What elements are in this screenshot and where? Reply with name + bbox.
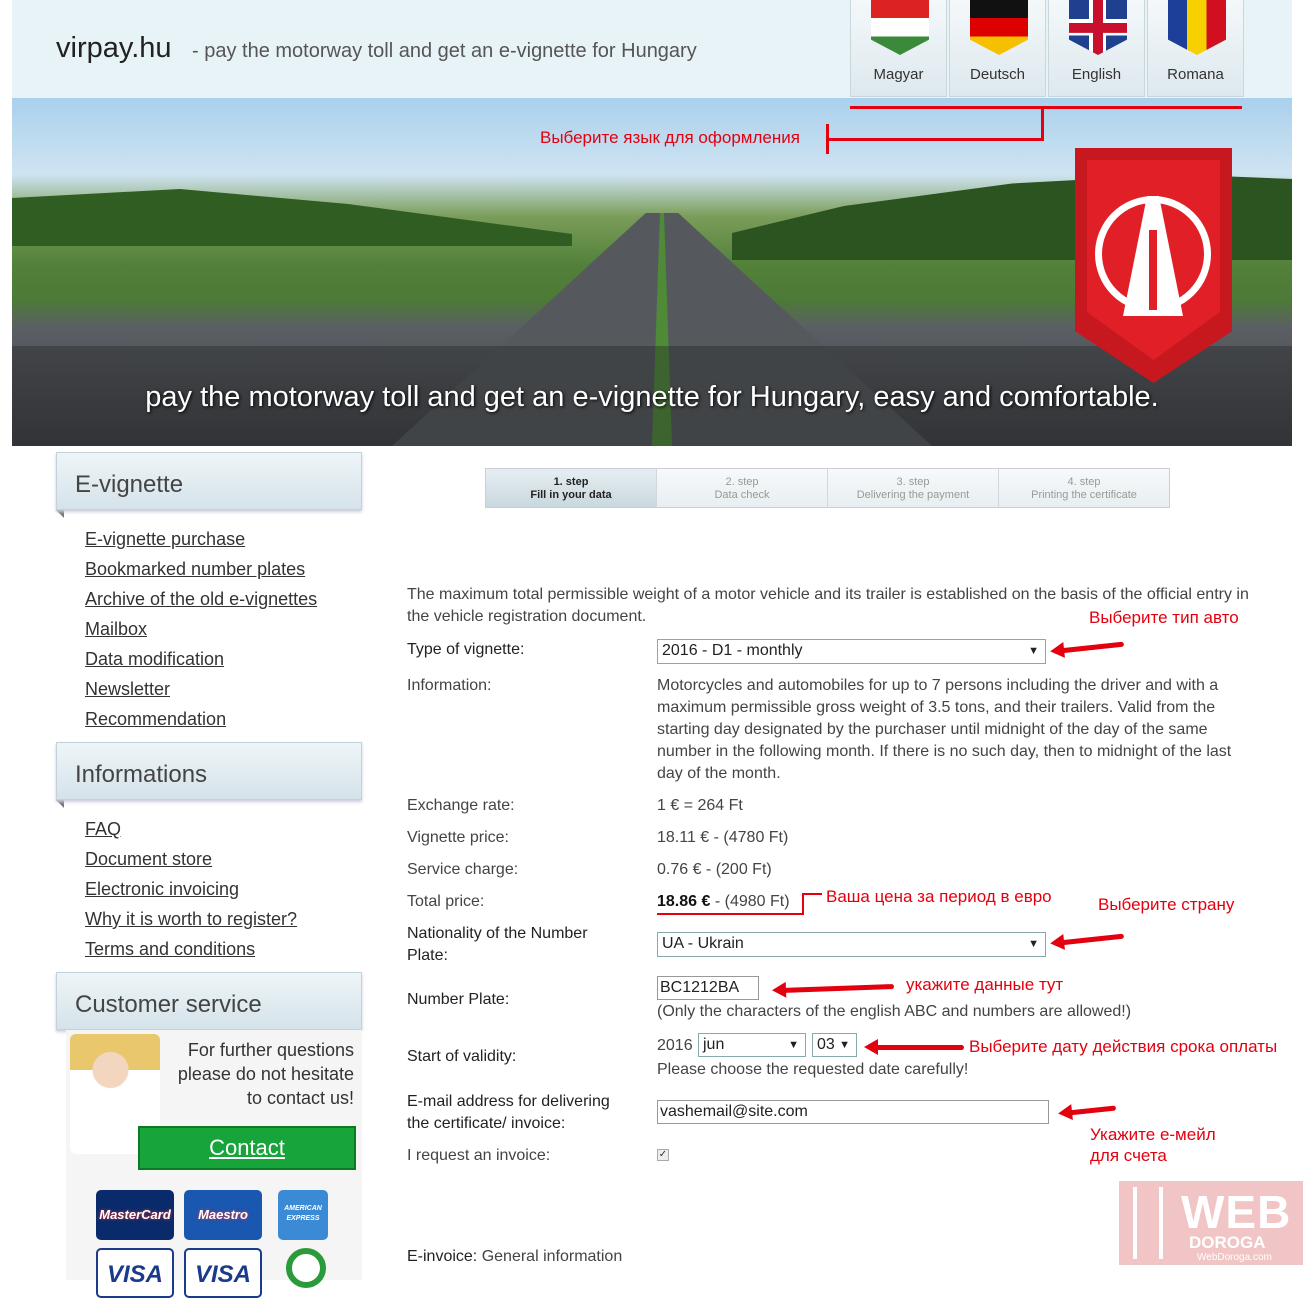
visa-electron-icon: VISA	[184, 1248, 262, 1298]
maestro-icon: Maestro	[184, 1190, 262, 1240]
sidebar-item-why-register[interactable]: Why it is worth to register?	[85, 909, 298, 929]
day-select[interactable]: 03 ▼	[812, 1033, 857, 1057]
total-label: Total price:	[407, 893, 485, 910]
plate-label: Number Plate:	[407, 991, 510, 1008]
lang-label: Magyar	[873, 66, 924, 83]
month-select[interactable]: jun ▼	[698, 1033, 806, 1057]
invoice-label: I request an invoice:	[407, 1147, 551, 1164]
red-arrow-icon	[874, 1045, 964, 1050]
site-subtitle: - pay the motorway toll and get an e-vignette for Hungary	[192, 40, 697, 62]
sidebar-item-newsletter[interactable]: Newsletter	[85, 679, 171, 699]
annotation-line	[826, 124, 829, 154]
nationality-label: Nationality of the Number Plate:	[407, 925, 588, 964]
sidebar-item-faq[interactable]: FAQ	[85, 819, 122, 839]
form-intro: The maximum total permissible weight of a motor vehicle and its trailer is established on the basis of the official entry in the vehicle registration document.	[407, 586, 1249, 625]
total-value: 18.86 € - (4980 Ft)	[657, 893, 790, 910]
banner-slogan: pay the motorway toll and get an e-vignette for Hungary, easy and comfortable.	[145, 381, 1159, 413]
vignette-type-select[interactable]: 2016 - D1 - monthly ▼	[657, 639, 1046, 664]
site-header	[12, 0, 1292, 98]
lang-label: Romana	[1167, 66, 1224, 83]
rate-value: 1 € = 264 Ft	[657, 797, 743, 814]
validity-year: 2016	[657, 1037, 693, 1054]
dropdown-arrow-icon: ▼	[839, 1039, 850, 1051]
annotation-line	[850, 106, 1242, 109]
annotation-language: Выберите язык для оформления	[540, 128, 800, 147]
annotation-line	[1041, 106, 1044, 140]
dropdown-arrow-icon: ▼	[1028, 645, 1039, 657]
annotation-date: Выберите дату действия срока оплаты	[969, 1037, 1278, 1056]
sidebar-item-document-store[interactable]: Document store	[85, 849, 213, 869]
hero-banner	[12, 98, 1292, 446]
info-label: Information:	[407, 677, 492, 694]
webdoroga-watermark	[1119, 1181, 1303, 1265]
site-title[interactable]: virpay.hu	[56, 32, 172, 64]
nationality-select[interactable]: UA - Ukrain ▼	[657, 932, 1046, 957]
step-4: 4. step Printing the certificate	[999, 469, 1169, 507]
einvoice-info: E-invoice: General information	[407, 1248, 623, 1265]
email-label: E-mail address for delivering the certificate/ invoice:	[407, 1093, 610, 1132]
service-charge-value: 0.76 € - (200 Ft)	[657, 861, 772, 878]
red-arrow-icon	[1060, 934, 1124, 946]
annotation-vehicle-type: Выберите тип авто	[1089, 608, 1239, 627]
annotation-line	[828, 138, 1044, 141]
validity-label: Start of validity:	[407, 1048, 517, 1065]
lang-label: Deutsch	[969, 66, 1026, 83]
sidebar-item-data-modification[interactable]: Data modification	[85, 649, 225, 669]
vignette-price-value: 18.11 € - (4780 Ft)	[657, 829, 789, 846]
info-text: Motorcycles and automobiles for up to 7 persons including the driver and with a maximum permissible gross weight of 3.5 tons, and their trailers. Valid from the starting day designated by the purchaser until midnight of the day of the same number in the following month. If there is no such day, then to midnight of the last day of the month.	[657, 677, 1232, 782]
sidebar	[56, 452, 362, 1288]
uk-flag-icon	[1069, 0, 1127, 55]
romania-flag-icon	[1168, 0, 1226, 55]
amex-icon: AMERICAN EXPRESS	[278, 1190, 328, 1240]
annotation-country: Выберите страну	[1098, 895, 1235, 914]
road-logo-icon	[1133, 1187, 1163, 1259]
annotation-plate: укажите данные тут	[906, 975, 1064, 994]
lang-english-button[interactable]	[1048, 0, 1145, 97]
dropdown-arrow-icon: ▼	[1028, 938, 1039, 950]
customer-service-text: For further questions please do not hesitate to contact us!	[177, 1040, 354, 1108]
annotation-line	[657, 913, 804, 915]
plate-input[interactable]: BC1212BA	[657, 976, 759, 1000]
red-arrow-icon	[782, 984, 894, 993]
watermark-text: WEB	[1181, 1186, 1292, 1238]
heading-corner	[56, 510, 64, 518]
sidebar-item-bookmarked-plates[interactable]: Bookmarked number plates	[85, 559, 306, 579]
invoice-checkbox[interactable]: ✓	[658, 1149, 668, 1160]
visa-icon: VISA	[96, 1248, 174, 1298]
rate-label: Exchange rate:	[407, 797, 515, 814]
annotation-price: Ваша цена за период в евро	[826, 887, 1052, 906]
step-3: 3. step Delivering the payment	[828, 469, 999, 507]
sidebar-item-mailbox[interactable]: Mailbox	[85, 619, 148, 639]
lang-romana-button[interactable]	[1147, 0, 1244, 97]
sidebar-item-electronic-invoicing[interactable]: Electronic invoicing	[85, 879, 240, 899]
annotation-email-1: Укажите е-мейл	[1090, 1125, 1216, 1144]
sidebar-list-evignette	[56, 518, 362, 742]
sidebar-heading-customer-service: Customer service	[56, 972, 362, 1030]
customer-service-box	[66, 1030, 362, 1288]
contact-button[interactable]: Contact	[138, 1126, 356, 1170]
annotation-email-2: для счета	[1090, 1146, 1167, 1165]
lang-label: English	[1071, 66, 1122, 83]
red-arrow-icon	[1060, 642, 1124, 654]
sidebar-heading-evignette: E-vignette	[56, 452, 362, 510]
sidebar-list-informations	[56, 808, 362, 972]
red-arrow-icon	[1068, 1106, 1116, 1116]
type-label: Type of vignette:	[407, 641, 525, 658]
watermark-text: DOROGA	[1189, 1233, 1266, 1252]
annotation-line	[802, 893, 822, 895]
email-input[interactable]: vashemail@site.com	[657, 1100, 1049, 1124]
sidebar-heading-informations: Informations	[56, 742, 362, 800]
step-2: 2. step Data check	[657, 469, 828, 507]
vignette-price-label: Vignette price:	[407, 829, 509, 846]
annotation-line	[802, 893, 804, 915]
service-charge-label: Service charge:	[407, 861, 519, 878]
germany-flag-icon	[970, 0, 1028, 55]
dropdown-arrow-icon: ▼	[788, 1039, 799, 1051]
lang-magyar-button[interactable]	[850, 0, 947, 97]
banner-trees	[12, 186, 572, 246]
lang-deutsch-button[interactable]	[949, 0, 1046, 97]
watermark-url: WebDoroga.com	[1197, 1252, 1272, 1263]
hungary-flag-icon	[871, 0, 929, 55]
sidebar-item-recommendation[interactable]: Recommendation	[85, 709, 227, 729]
mastercard-icon: MasterCard	[96, 1190, 174, 1240]
validity-hint: Please choose the requested date carefully!	[657, 1061, 969, 1078]
otp-icon	[286, 1248, 326, 1288]
sidebar-item-evignette-purchase[interactable]: E-vignette purchase	[85, 529, 246, 549]
language-selector	[850, 0, 1246, 97]
step-1: 1. step Fill in your data	[486, 469, 657, 507]
sidebar-item-archive[interactable]: Archive of the old e-vignettes	[85, 589, 318, 609]
sidebar-item-terms[interactable]: Terms and conditions	[85, 939, 256, 959]
progress-steps	[485, 468, 1170, 508]
heading-corner	[56, 800, 64, 808]
plate-hint: (Only the characters of the english ABC and numbers are allowed!)	[657, 1003, 1132, 1020]
